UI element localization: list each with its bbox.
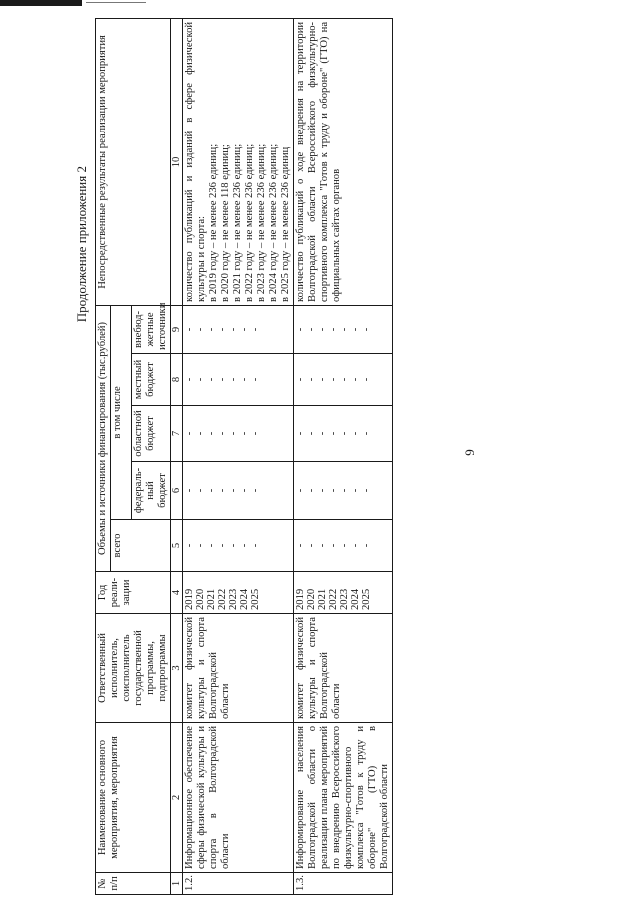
finance-total-value: -: [361, 543, 372, 548]
finance-regional-value: -: [350, 431, 361, 436]
finance-federal-value: -: [339, 488, 350, 493]
year-value: 2023: [228, 588, 239, 610]
finance-total-cell: [183, 520, 294, 572]
column-number: 5: [171, 520, 183, 572]
finance-regional-value: -: [217, 431, 228, 436]
finance-total-value: -: [206, 543, 217, 548]
finance-regional-value: -: [306, 431, 317, 436]
year-value: 2019: [184, 588, 195, 610]
finance-regional-cell: [294, 406, 393, 462]
finance-regional-value: -: [206, 431, 217, 436]
year-value: 2022: [328, 588, 339, 610]
column-number: 7: [171, 406, 183, 462]
finance-federal-value: -: [184, 488, 195, 493]
finance-total-value: -: [328, 543, 339, 548]
table-row: [183, 18, 294, 894]
finance-local-value: -: [317, 377, 328, 382]
year-value: 2020: [306, 588, 317, 610]
header-executor: Ответственный исполнитель, соисполнитель государственной программы, подпрограммы: [96, 614, 171, 723]
finance-local-value: -: [350, 377, 361, 382]
column-number: 8: [171, 354, 183, 406]
finance-extrabudget-value: -: [350, 327, 361, 332]
result-line: количество публикаций и изданий в сфере физической культуры и спорта:: [184, 21, 207, 302]
year-value: 2024: [239, 588, 250, 610]
finance-regional-value: -: [250, 431, 261, 436]
activity-name-cell: Информирование населения Волгоградской области о реализации плана мероприятий по внедрению Всероссийского физкультурно-спортивного комплекса "Готов к труду и обороне" (ГТО) в Волгоградской области: [294, 723, 393, 873]
finance-regional-value: -: [317, 431, 328, 436]
finance-total-value: -: [317, 543, 328, 548]
finance-extrabudget-value: -: [217, 327, 228, 332]
finance-total-value: -: [250, 543, 261, 548]
result-line: в 2020 году – не менее 118 единиц;: [220, 144, 231, 302]
finance-local-value: -: [328, 377, 339, 382]
finance-local-cell: [294, 354, 393, 406]
result-line: в 2023 году – не менее 236 единиц;: [256, 143, 267, 302]
header-local: местный бюджет: [132, 354, 171, 406]
column-number: 6: [171, 462, 183, 520]
finance-federal-value: -: [317, 488, 328, 493]
finance-federal-value: -: [195, 488, 206, 493]
finance-local-value: -: [361, 377, 372, 382]
column-number: 3: [171, 614, 183, 723]
finance-extrabudget-value: -: [361, 327, 372, 332]
results-cell: [183, 18, 294, 305]
finance-federal-value: -: [228, 488, 239, 493]
finance-local-cell: [183, 354, 294, 406]
finance-regional-cell: [183, 406, 294, 462]
finance-federal-value: -: [295, 488, 306, 493]
finance-federal-value: -: [306, 488, 317, 493]
finance-total-value: -: [306, 543, 317, 548]
finance-extrabudget-value: -: [317, 327, 328, 332]
finance-extrabudget-cell: [294, 305, 393, 353]
finance-local-value: -: [195, 377, 206, 382]
column-number: 1: [171, 873, 183, 895]
finance-federal-value: -: [361, 488, 372, 493]
year-value: 2021: [206, 588, 217, 610]
header-extrabudget: внебюд-жетные источники: [132, 305, 171, 353]
finance-extrabudget-value: -: [206, 327, 217, 332]
finance-total-value: -: [217, 543, 228, 548]
finance-extrabudget-value: -: [306, 327, 317, 332]
executor-cell: комитет физической культуры и спорта Волгоградской области: [294, 614, 393, 723]
result-line: количество публикаций о ходе внедрения на территории Волгоградской области Всероссийского физкультурно-спортивного комплекса "Готов к труду и обороне" (ГТО) на официальных сайтах органов: [295, 21, 342, 302]
column-number: 10: [171, 18, 183, 305]
appendix-heading: Продолжение приложения 2: [74, 166, 89, 323]
finance-extrabudget-value: -: [184, 327, 195, 332]
finance-federal-value: -: [217, 488, 228, 493]
finance-regional-value: -: [361, 431, 372, 436]
finance-regional-value: -: [295, 431, 306, 436]
program-activities-table: [95, 18, 393, 895]
finance-extrabudget-cell: [183, 305, 294, 353]
finance-extrabudget-value: -: [339, 327, 350, 332]
finance-federal-cell: [183, 462, 294, 520]
finance-regional-value: -: [195, 431, 206, 436]
finance-local-value: -: [295, 377, 306, 382]
activity-name-cell: Информационное обеспечение сферы физической культуры и спорта в Волгоградской области: [183, 723, 294, 873]
header-year: Год реали-зации: [96, 572, 171, 614]
finance-regional-value: -: [339, 431, 350, 436]
result-line: в 2021 году – не менее 236 единиц;: [232, 143, 243, 302]
finance-total-value: -: [350, 543, 361, 548]
finance-regional-value: -: [184, 431, 195, 436]
finance-local-value: -: [228, 377, 239, 382]
column-number-row: [171, 18, 183, 894]
finance-extrabudget-value: -: [295, 327, 306, 332]
finance-federal-value: -: [328, 488, 339, 493]
column-number: 4: [171, 572, 183, 614]
finance-local-value: -: [306, 377, 317, 382]
finance-extrabudget-value: -: [228, 327, 239, 332]
finance-local-value: -: [217, 377, 228, 382]
header-results: Непосредственные результаты реализации мероприятия: [96, 18, 171, 305]
finance-total-value: -: [184, 543, 195, 548]
finance-local-value: -: [239, 377, 250, 382]
result-line: в 2024 году – не менее 236 единиц;: [268, 143, 279, 302]
row-num-cell: 1.2.: [183, 873, 294, 895]
header-federal: федераль-ный бюджет: [132, 462, 171, 520]
years-cell: [294, 572, 393, 614]
finance-total-value: -: [239, 543, 250, 548]
result-line: в 2022 году – не менее 236 единиц;: [244, 143, 255, 302]
header-name: Наименование основного мероприятия, мероприятия: [96, 723, 171, 873]
finance-federal-value: -: [250, 488, 261, 493]
finance-extrabudget-value: -: [328, 327, 339, 332]
year-value: 2025: [361, 588, 372, 610]
finance-local-value: -: [206, 377, 217, 382]
finance-extrabudget-value: -: [239, 327, 250, 332]
header-regional: областной бюджет: [132, 406, 171, 462]
finance-total-value: -: [295, 543, 306, 548]
year-value: 2022: [217, 588, 228, 610]
year-value: 2024: [350, 588, 361, 610]
table-row: [294, 18, 393, 894]
results-cell: [294, 18, 393, 305]
finance-local-value: -: [339, 377, 350, 382]
executor-cell: комитет физической культуры и спорта Волгоградской области: [183, 614, 294, 723]
column-number: 2: [171, 723, 183, 873]
row-num-cell: 1.3.: [294, 873, 393, 895]
finance-total-value: -: [339, 543, 350, 548]
finance-extrabudget-value: -: [195, 327, 206, 332]
page-number: 9: [462, 449, 477, 456]
finance-regional-value: -: [328, 431, 339, 436]
year-value: 2020: [195, 588, 206, 610]
finance-regional-value: -: [228, 431, 239, 436]
header-total: всего: [111, 520, 171, 572]
finance-total-value: -: [228, 543, 239, 548]
finance-federal-value: -: [206, 488, 217, 493]
year-value: 2019: [295, 588, 306, 610]
finance-federal-value: -: [239, 488, 250, 493]
result-line: в 2025 году – не менее 236 единиц: [280, 146, 291, 302]
finance-total-value: -: [195, 543, 206, 548]
years-cell: [183, 572, 294, 614]
header-num: № п/п: [96, 873, 171, 895]
finance-regional-value: -: [239, 431, 250, 436]
finance-local-value: -: [184, 377, 195, 382]
finance-total-cell: [294, 520, 393, 572]
header-finance: Объемы и источники финансирования (тыс.рублей): [96, 305, 111, 571]
finance-local-value: -: [250, 377, 261, 382]
year-value: 2021: [317, 588, 328, 610]
finance-federal-cell: [294, 462, 393, 520]
header-including: в том числе: [111, 305, 132, 519]
column-number: 9: [171, 305, 183, 353]
finance-extrabudget-value: -: [250, 327, 261, 332]
year-value: 2023: [339, 588, 350, 610]
finance-federal-value: -: [350, 488, 361, 493]
result-line: в 2019 году – не менее 236 единиц;: [208, 143, 219, 302]
year-value: 2025: [250, 588, 261, 610]
